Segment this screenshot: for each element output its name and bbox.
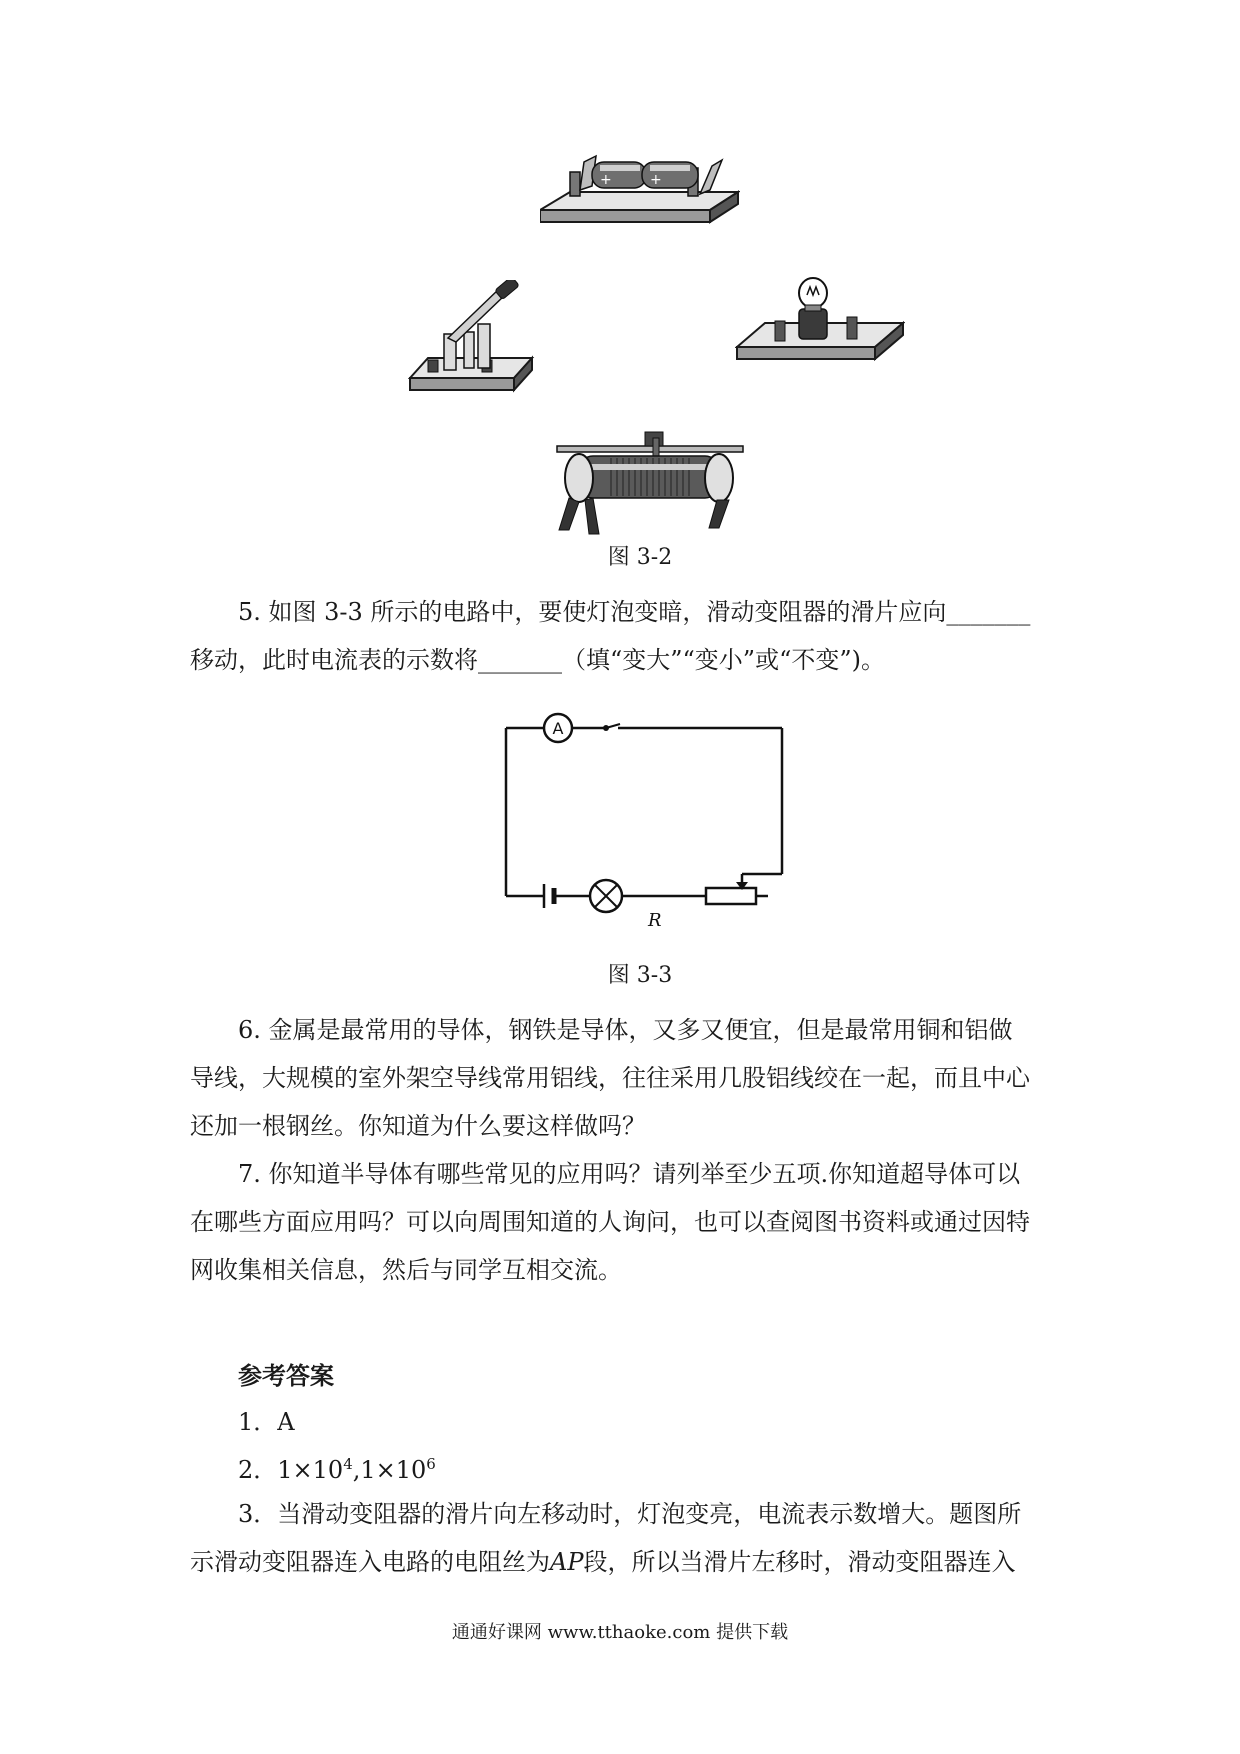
question-6 xyxy=(190,1006,1060,1150)
figure-3-2-caption: 图 3-2 xyxy=(607,545,673,570)
rheostat-icon xyxy=(706,888,756,904)
ammeter-label: A xyxy=(552,719,564,738)
answer-3-line-2 xyxy=(190,1538,1060,1586)
answer-1: 1．A xyxy=(238,1408,295,1436)
answer-2-exponent-2: 6 xyxy=(426,1455,436,1473)
battery-plus-left: + xyxy=(600,172,612,188)
resistor-label: R xyxy=(648,910,662,931)
knife-switch-figure xyxy=(408,280,538,400)
circuit-diagram xyxy=(500,712,790,932)
answers-heading: 参考答案 xyxy=(238,1361,334,1390)
answer-2-mid: ,1×10 xyxy=(352,1456,427,1484)
question-6-line-2: 导线，大规模的室外架空导线常用铝线，往往采用几股铝线绞在一起，而且中心 xyxy=(190,1064,1030,1092)
figure-3-3-caption: 图 3-3 xyxy=(607,963,673,988)
answer-3 xyxy=(190,1490,1060,1586)
battery-plus-right: + xyxy=(650,172,662,188)
lamp-holder-figure xyxy=(735,275,905,375)
answer-2-exponent-1: 4 xyxy=(343,1455,353,1473)
answer-3-line-1: 3．当滑动变阻器的滑片向左移动时，灯泡变亮，电流表示数增大。题图所 xyxy=(238,1500,1022,1528)
question-5-line-1: 5. 如图 3-3 所示的电路中，要使灯泡变暗，滑动变阻器的滑片应向_______ xyxy=(238,598,1031,626)
answer-3-line-2-start: 示滑动变阻器连入电路的电阻丝为 xyxy=(190,1548,550,1576)
answer-3-line-2-end: 段，所以当滑片左移时，滑动变阻器连入 xyxy=(583,1548,1016,1576)
question-7-line-1: 7. 你知道半导体有哪些常见的应用吗？请列举至少五项.你知道超导体可以 xyxy=(238,1160,1021,1188)
question-7-line-2: 在哪些方面应用吗？可以向周围知道的人询问，也可以查阅图书资料或通过因特 xyxy=(190,1208,1030,1236)
answer-2-prefix: 2．1×10 xyxy=(238,1456,344,1484)
question-7-line-3: 网收集相关信息，然后与同学互相交流。 xyxy=(190,1256,622,1284)
question-5-line-2: 移动，此时电流表的示数将_______（填“变大”“变小”或“不变”)。 xyxy=(190,646,885,674)
answer-3-segment-label: AP xyxy=(550,1548,584,1576)
question-6-line-3: 还加一根钢丝。你知道为什么要这样做吗？ xyxy=(190,1112,646,1140)
battery-holder-figure xyxy=(540,150,740,230)
answer-2 xyxy=(238,1450,436,1485)
rheostat-figure xyxy=(555,430,745,540)
page-footer: 通通好课网 www.tthaoke.com 提供下载 xyxy=(451,1622,789,1643)
question-5 xyxy=(190,588,1060,684)
question-6-line-1: 6. 金属是最常用的导体，钢铁是导体，又多又便宜，但是最常用铜和铝做 xyxy=(238,1016,1013,1044)
question-7 xyxy=(190,1150,1060,1294)
